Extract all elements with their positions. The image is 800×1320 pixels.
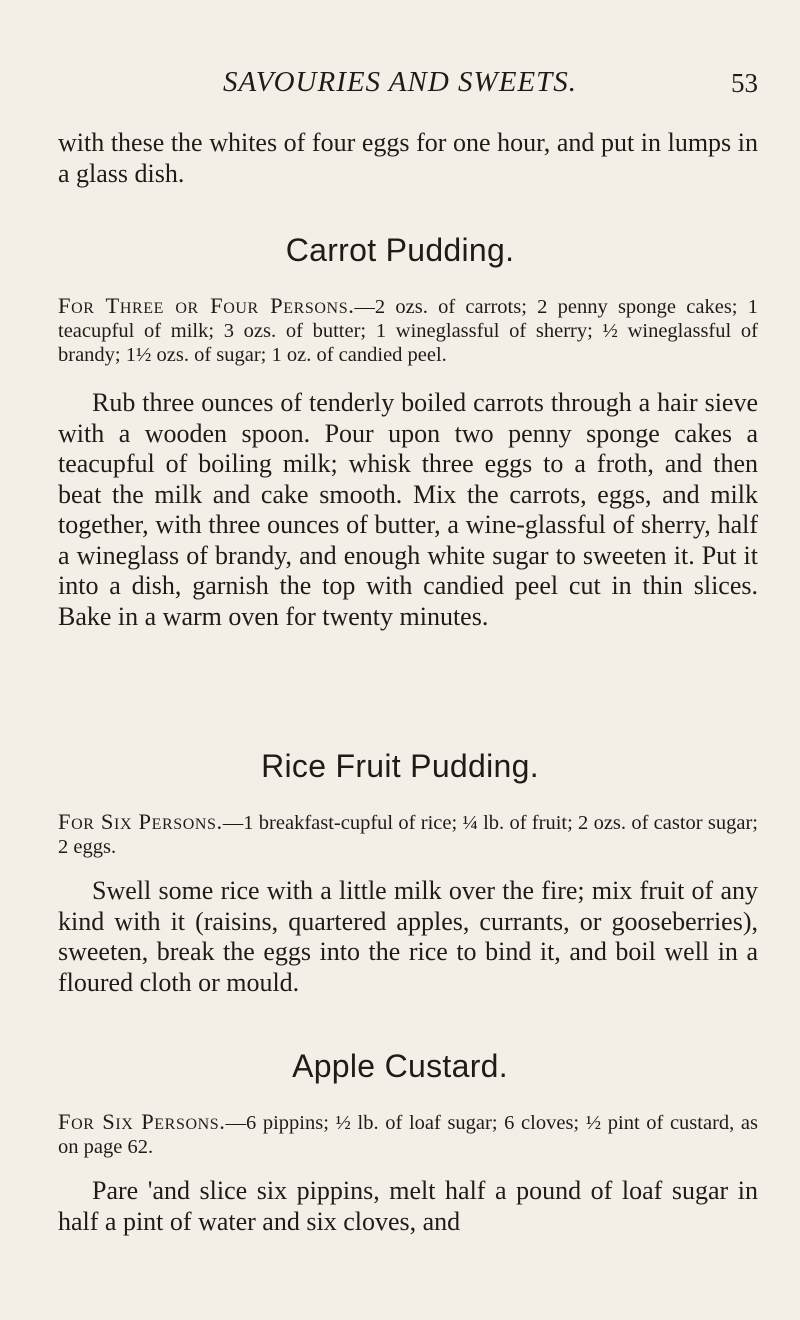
method-apple-custard: Pare 'and slice six pippins, melt half a pound of loaf sugar in half a pint of water and six cloves, and bbox=[58, 1176, 758, 1236]
continuation-paragraph: with these the whites of four eggs for one hour, and put in lumps in a glass dish. bbox=[58, 128, 758, 188]
recipe-title-apple-custard: Apple Custard. bbox=[292, 1048, 508, 1084]
recipe-title-carrot-pudding: Carrot Pudding. bbox=[285, 232, 515, 268]
servings-label: For Six Persons. bbox=[58, 809, 223, 834]
ingredients-rice-fruit-pudding bbox=[58, 810, 758, 859]
method-carrot-pudding: Rub three ounces of tenderly boiled carrots through a hair sieve with a wooden spoon. Pour upon two penny sponge cakes a teacupful of boiling milk; whisk three eggs to a froth, and then beat the milk and cake smooth. Mix the carrots, eggs, and milk together, with three ounces of butter, a wine-glassful of sherry, half a wineglass of brandy, and enough white sugar to sweeten it. Put it into a dish, garnish the top with candied peel cut in thin slices. Bake in a warm oven for twenty minutes. bbox=[58, 388, 758, 631]
servings-label: For Six Persons. bbox=[58, 1109, 226, 1134]
servings-label: For Three or Four Persons. bbox=[58, 293, 355, 318]
running-title: SAVOURIES AND SWEETS. bbox=[222, 66, 578, 98]
ingredients-carrot-pudding bbox=[58, 294, 758, 367]
ingredients-list: —1 breakfast-cupful of rice; ¼ lb. of fruit; 2 ozs. of castor sugar; 2 eggs. bbox=[58, 812, 758, 858]
running-head bbox=[0, 64, 800, 104]
ingredients-list: —2 ozs. of carrots; 2 penny sponge cakes; 1 teacupful of milk; 3 ozs. of butter; 1 wineglassful of sherry; ½ wineglassful of brandy; 1½ ozs. of sugar; 1 oz. of candied peel. bbox=[58, 296, 758, 366]
ingredients-list: —6 pippins; ½ lb. of loaf sugar; 6 cloves; ½ pint of custard, as on page 62. bbox=[58, 1112, 758, 1158]
ingredients-apple-custard bbox=[58, 1110, 758, 1159]
method-rice-fruit-pudding: Swell some rice with a little milk over the fire; mix fruit of any kind with it (raisins, quartered apples, currants, or gooseberries), sweeten, break the eggs into the rice to bind it, and boil well in a floured cloth or mould. bbox=[58, 876, 758, 997]
page-number: 53 bbox=[731, 68, 758, 98]
recipe-title-rice-fruit-pudding: Rice Fruit Pudding. bbox=[261, 748, 539, 784]
